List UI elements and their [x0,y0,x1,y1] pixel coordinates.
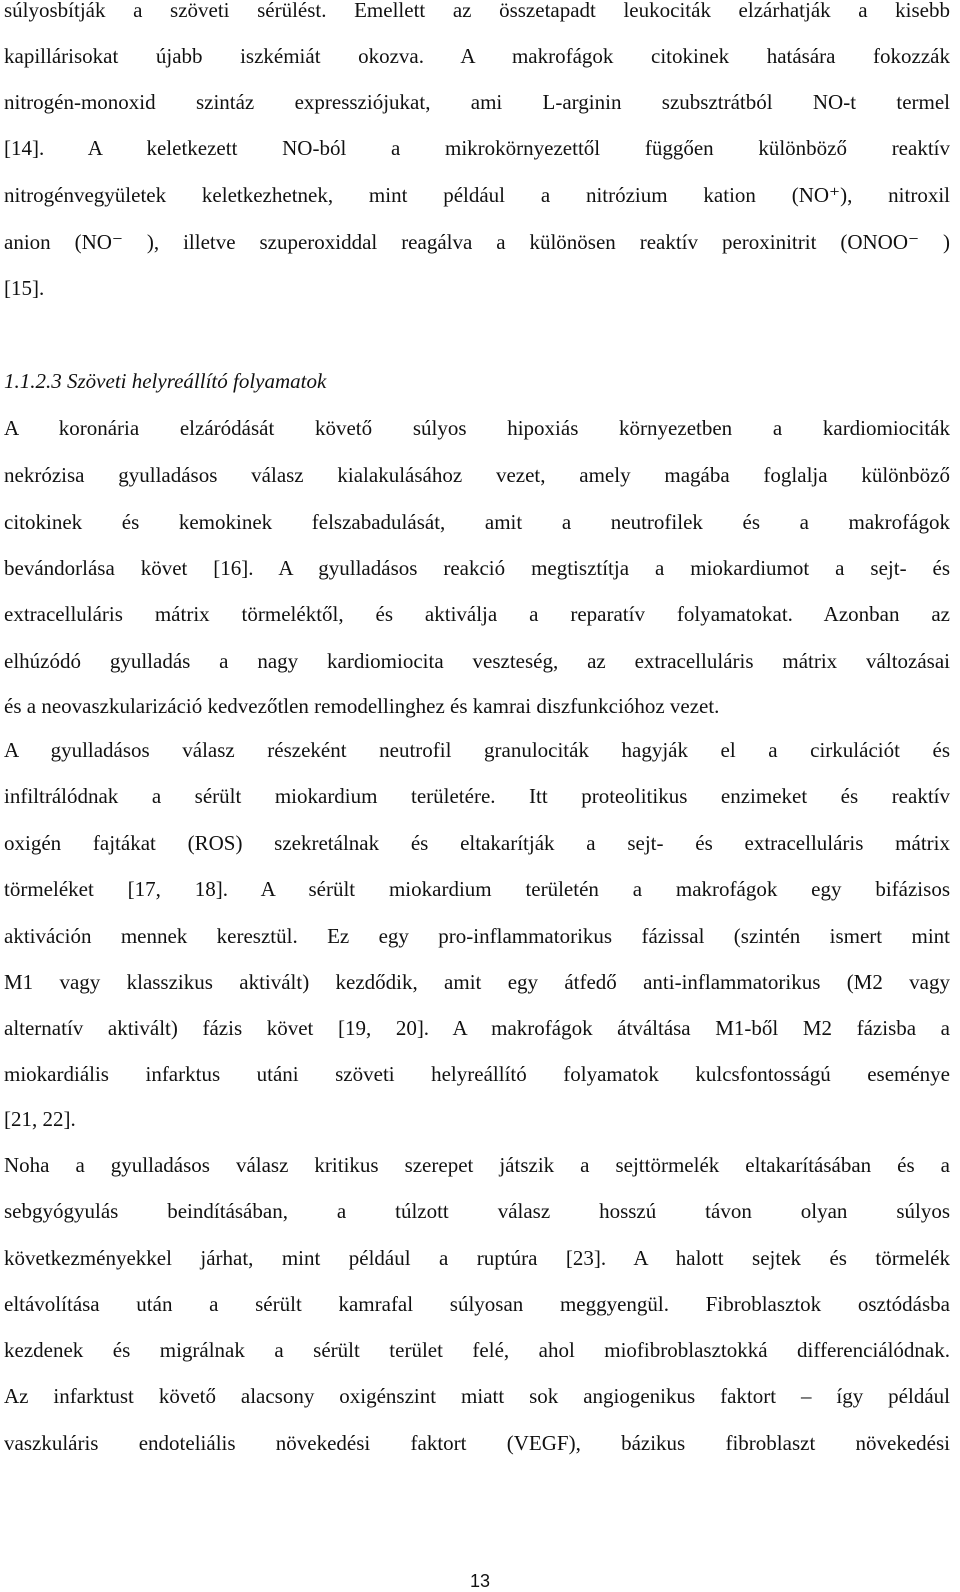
text-line: aktiváción mennek keresztül. Ez egy pro-inflammatorikus fázissal (szintén ismert mint [4,924,950,948]
text-line: citokinek és kemokinek felszabadulását, amit a neutrofilek és a makrofágok [4,510,950,534]
text-line: nekrózisa gyulladásos válasz kialakulásához vezet, amely magába foglalja különböző [4,463,950,487]
text-line: bevándorlása követ [16]. A gyulladásos reakció megtisztítja a miokardiumot a sejt- és [4,556,950,580]
text-line: [14]. A keletkezett NO-ból a mikrokörnyezettől függően különböző reaktív [4,136,950,160]
text-line: infiltrálódnak a sérült miokardium területére. Itt proteolitikus enzimeket és reaktív [4,784,950,808]
text-line: nitrogén-monoxid szintáz expressziójukat, ami L-arginin szubsztrátból NO-t termel [4,90,950,114]
text-line: A gyulladásos válasz részeként neutrofil granulociták hagyják el a cirkulációt és [4,738,950,762]
text-line: [15]. [4,276,45,300]
section-heading: 1.1.2.3 Szöveti helyreállító folyamatok [4,369,327,393]
text-line: eltávolítása után a sérült kamrafal súlyosan meggyengül. Fibroblasztok osztódásba [4,1292,950,1316]
text-line: Az infarktust követő alacsony oxigénszint miatt sok angiogenikus faktort – így például [4,1384,950,1408]
text-line: [21, 22]. [4,1107,76,1131]
text-line: kezdenek és migrálnak a sérült terület felé, ahol miofibroblasztokká differenciálódnak. [4,1338,950,1362]
text-line: anion (NO⁻ ), illetve szuperoxiddal reagálva a különösen reaktív peroxinitrit (ONOO⁻ ) [4,230,950,254]
text-line: következményekkel járhat, mint például a ruptúra [23]. A halott sejtek és törmelék [4,1246,950,1270]
text-line: és a neovaszkularizáció kedvezőtlen remodellinghez és kamrai diszfunkcióhoz vezet. [4,694,720,718]
text-line: oxigén fajtákat (ROS) szekretálnak és eltakarítják a sejt- és extracelluláris mátrix [4,831,950,855]
text-line: elhúzódó gyulladás a nagy kardiomiocita veszteség, az extracelluláris mátrix változásai [4,649,950,673]
text-line: extracelluláris mátrix törmeléktől, és aktiválja a reparatív folyamatokat. Azonban az [4,602,950,626]
text-line: vaszkuláris endoteliális növekedési faktort (VEGF), bázikus fibroblaszt növekedési [4,1431,950,1455]
text-line: alternatív aktivált) fázis követ [19, 20]. A makrofágok átváltása M1-ből M2 fázisba a [4,1016,950,1040]
text-line: nitrogénvegyületek keletkezhetnek, mint például a nitrózium kation (NO⁺), nitroxil [4,183,950,207]
text-line: A koronária elzáródását követő súlyos hipoxiás környezetben a kardiomiociták [4,416,950,440]
page-number: 13 [469,1571,491,1591]
text-line: súlyosbítják a szöveti sérülést. Emellett az összetapadt leukociták elzárhatják a kisebb [4,0,950,22]
text-line: kapillárisokat újabb iszkémiát okozva. A makrofágok citokinek hatására fokozzák [4,44,950,68]
text-line: törmeléket [17, 18]. A sérült miokardium területén a makrofágok egy bifázisos [4,877,950,901]
text-line: Noha a gyulladásos válasz kritikus szerepet játszik a sejttörmelék eltakarításában és a [4,1153,950,1177]
text-line: M1 vagy klasszikus aktivált) kezdődik, amit egy átfedő anti-inflammatorikus (M2 vagy [4,970,950,994]
text-line: sebgyógyulás beindításában, a túlzott válasz hosszú távon olyan súlyos [4,1199,950,1223]
text-line: miokardiális infarktus utáni szöveti helyreállító folyamatok kulcsfontosságú eseménye [4,1062,950,1086]
